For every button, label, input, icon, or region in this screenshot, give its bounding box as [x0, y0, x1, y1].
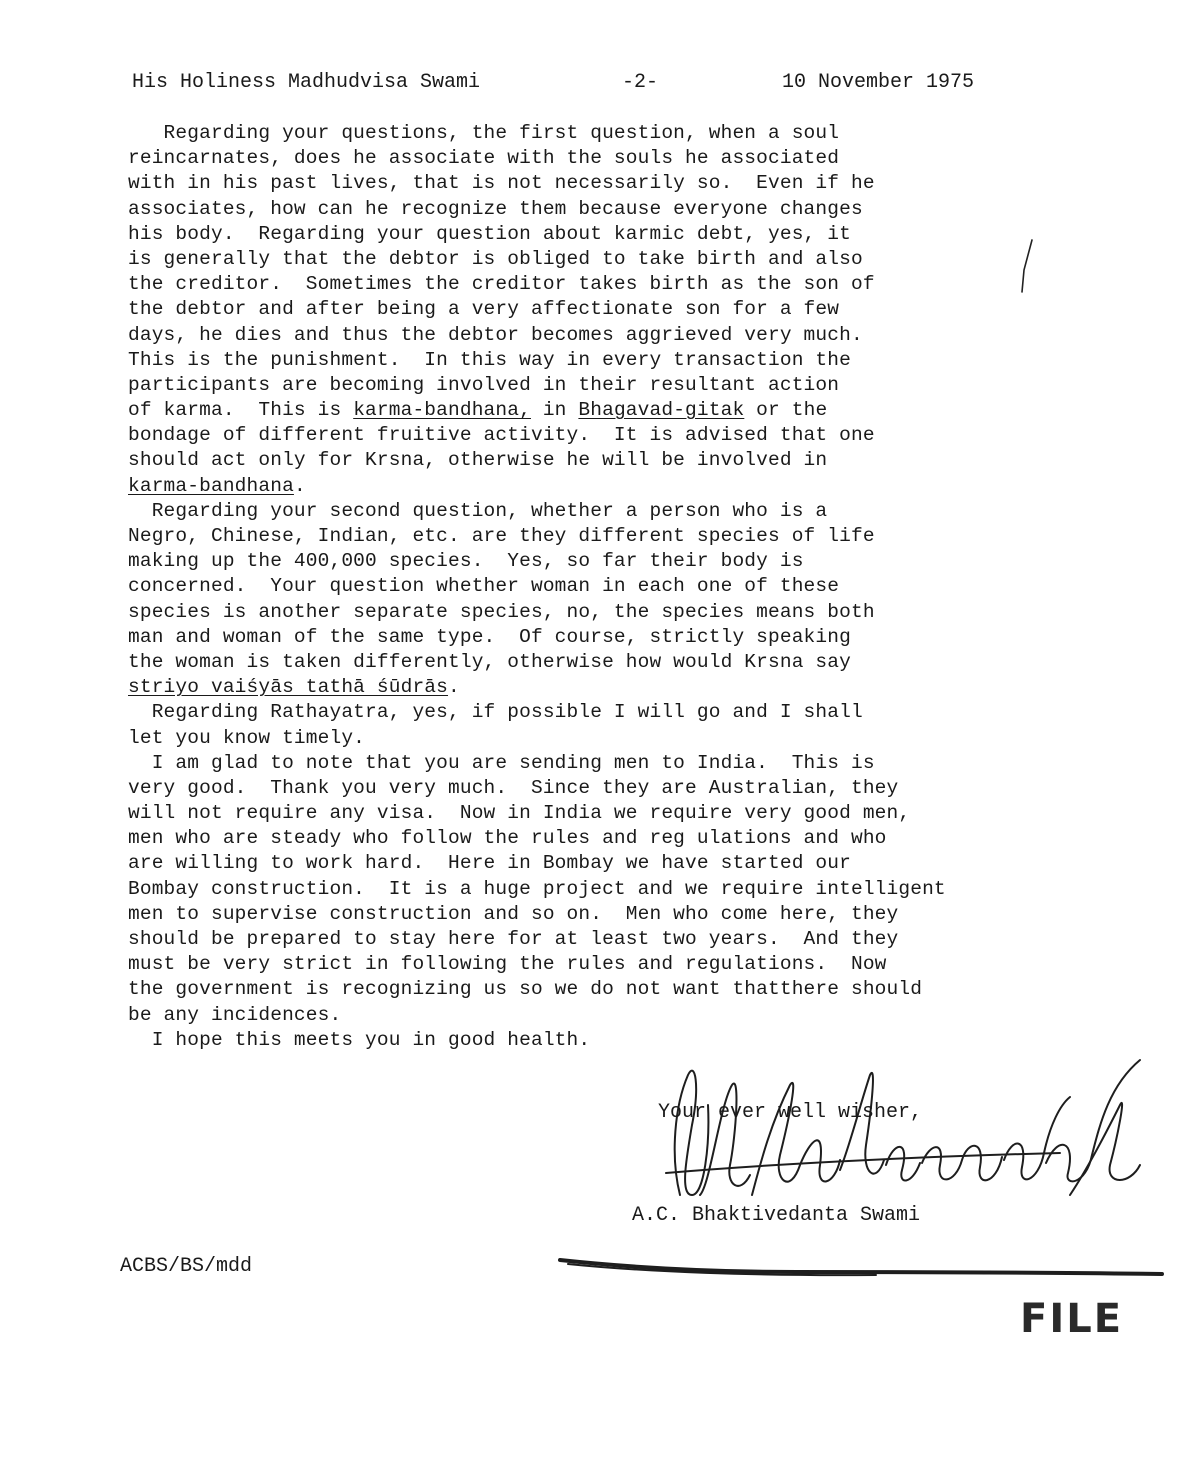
body-text: the creditor. Sometimes the creditor takes birth as the son of — [128, 273, 875, 296]
body-line — [128, 222, 1088, 247]
header-page-number: -2- — [622, 71, 659, 94]
body-line — [128, 700, 1088, 725]
body-text: days, he dies and thus the debtor becomes aggrieved very much. — [128, 323, 863, 346]
body-line — [128, 726, 1088, 751]
body-line — [128, 348, 1088, 373]
body-line — [128, 902, 1088, 927]
body-text: should be prepared to stay here for at least two years. And they — [128, 928, 899, 950]
body-line — [128, 826, 1088, 851]
body-line — [128, 297, 1088, 322]
letter-body — [128, 121, 1088, 1053]
body-text: men who are steady who follow the rules and reg ulations and who — [128, 827, 887, 850]
body-line — [128, 751, 1088, 776]
body-text: Regarding your second question, whether a person who is a — [128, 499, 828, 522]
body-text: I hope this meets you in good health. — [128, 1028, 591, 1051]
header-recipient: His Holiness Madhudvisa Swami — [132, 71, 481, 94]
body-line — [128, 927, 1088, 952]
body-text: very good. Thank you very much. Since they are Australian, they — [128, 776, 899, 799]
letter-header — [132, 66, 1012, 100]
body-line — [128, 323, 1088, 348]
underlined-term: striyo vaiśyās tathā śūdrās — [128, 676, 449, 699]
body-line — [128, 524, 1088, 549]
body-text: Negro, Chinese, Indian, etc. are they different species of life — [128, 525, 875, 547]
body-line — [128, 197, 1088, 222]
body-line — [128, 952, 1088, 977]
body-text: This is the punishment. In this way in every transaction the — [128, 348, 851, 371]
body-text: men to supervise construction and so on. Men who come here, they — [128, 902, 899, 925]
body-line — [128, 776, 1088, 801]
body-text: are willing to work hard. Here in Bombay we have started our — [128, 852, 851, 875]
body-text: bondage of different fruitive activity. It is advised that one — [128, 424, 875, 447]
body-line — [128, 877, 1088, 902]
body-line — [128, 549, 1088, 574]
body-text: concerned. Your question whether woman in each one of these — [128, 575, 840, 598]
body-line — [128, 373, 1088, 398]
body-line — [128, 448, 1088, 473]
body-text: will not require any visa. Now in India we require very good men, — [128, 802, 911, 825]
signer-name: A.C. Bhaktivedanta Swami — [632, 1204, 921, 1227]
body-line — [128, 171, 1088, 196]
body-line — [128, 499, 1088, 524]
body-line — [128, 851, 1088, 876]
body-line — [128, 398, 1088, 423]
body-text: associates, how can he recognize them because everyone changes — [128, 197, 863, 220]
file-stamp: FILE — [1020, 1296, 1124, 1342]
body-line — [128, 272, 1088, 297]
body-line — [128, 423, 1088, 448]
body-line — [128, 625, 1088, 650]
reference-initials: ACBS/BS/mdd — [120, 1255, 253, 1278]
body-line — [128, 247, 1088, 272]
hand-drawn-underline — [556, 1252, 1166, 1288]
body-line — [128, 1003, 1088, 1028]
body-text: man and woman of the same type. Of course, strictly speaking — [128, 625, 851, 648]
body-line — [128, 977, 1088, 1002]
body-text: with in his past lives, that is not necessarily so. Even if he — [128, 172, 875, 195]
body-text: making up the 400,000 species. Yes, so far their body is — [128, 550, 804, 573]
body-line — [128, 801, 1088, 826]
body-text: of karma. This is — [128, 399, 354, 422]
underlined-term: Bhagavad-gitak — [578, 399, 745, 422]
body-text: is generally that the debtor is obliged to take birth and also — [128, 247, 863, 270]
body-text: be any incidences. — [128, 1003, 342, 1026]
header-date: 10 November 1975 — [782, 71, 975, 94]
body-line — [128, 474, 1088, 499]
body-line — [128, 600, 1088, 625]
body-text: I am glad to note that you are sending men to India. This is — [128, 751, 875, 774]
body-text: or the — [744, 399, 828, 422]
body-text: must be very strict in following the rules and regulations. Now — [128, 953, 887, 976]
body-line — [128, 650, 1088, 675]
body-text: let you know timely. — [128, 726, 366, 749]
body-line — [128, 121, 1088, 146]
body-line — [128, 675, 1088, 700]
body-text: his body. Regarding your question about karmic debt, yes, it — [128, 222, 851, 245]
body-line — [128, 146, 1088, 171]
margin-check-mark — [1010, 236, 1040, 296]
body-text: Regarding Rathayatra, yes, if possible I will go and I shall — [128, 701, 863, 724]
underlined-term: karma-bandhana, — [353, 399, 531, 422]
body-text: in — [530, 399, 579, 422]
body-text: . — [293, 474, 306, 497]
body-text: the debtor and after being a very affectionate son for a few — [128, 298, 840, 321]
body-text: Bombay construction. It is a huge project and we require intelligent — [128, 877, 946, 900]
closing-line: Your ever well wisher, — [658, 1101, 923, 1124]
body-text: Regarding your questions, the first question, when a soul — [128, 122, 840, 144]
body-line — [128, 574, 1088, 599]
body-text: should act only for Krsna, otherwise he will be involved in — [128, 449, 828, 472]
underlined-term: karma-bandhana — [128, 474, 294, 497]
body-text: . — [448, 676, 460, 699]
body-text: the government is recognizing us so we do not want thatthere should — [128, 978, 923, 1001]
body-text: the woman is taken differently, otherwise how would Krsna say — [128, 650, 851, 673]
body-text: reincarnates, does he associate with the souls he associated — [128, 147, 840, 170]
body-text: species is another separate species, no, the species means both — [128, 600, 875, 623]
body-text: participants are becoming involved in their resultant action — [128, 373, 840, 396]
